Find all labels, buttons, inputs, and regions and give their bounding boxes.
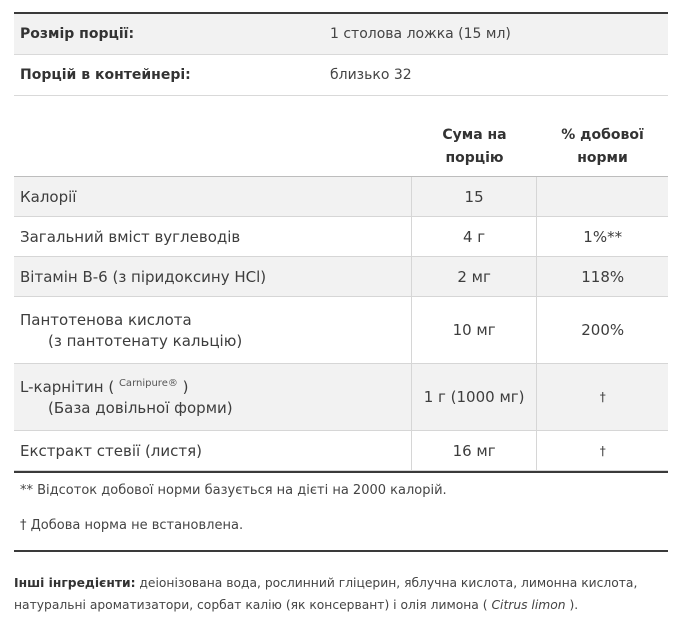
daily-value-footnote: ** Відсоток добової норми базується на дієті на 2000 калорій. bbox=[20, 483, 447, 498]
nutrient-name-tail: ) bbox=[182, 377, 189, 396]
nutrient-name: Пантотенова кислота bbox=[20, 310, 192, 329]
nutrient-name: Калорії bbox=[20, 187, 77, 206]
table-row bbox=[14, 177, 668, 217]
nutrient-name: Вітамін В-6 (з піридоксину HCl) bbox=[20, 267, 267, 286]
nutrient-daily-value: 118% bbox=[536, 257, 668, 296]
table-row bbox=[14, 364, 668, 431]
nutrient-daily-value: 1%** bbox=[536, 217, 668, 256]
servings-per-container-value: близько 32 bbox=[330, 67, 412, 83]
footer-divider bbox=[14, 471, 668, 473]
table-row bbox=[14, 257, 668, 297]
amount-per-serving-header: Сума на порцію bbox=[442, 127, 507, 166]
serving-size-row bbox=[14, 14, 668, 55]
nutrient-name-cell bbox=[14, 297, 411, 363]
bottom-divider bbox=[14, 550, 668, 552]
supplement-facts-panel bbox=[14, 0, 668, 552]
serving-size-label: Розмір порції: bbox=[20, 26, 135, 42]
nutrient-amount: 1 г (1000 мг) bbox=[411, 364, 537, 430]
nutrient-source: (з пантотенату кальцію) bbox=[48, 331, 243, 350]
table-row bbox=[14, 431, 668, 471]
servings-per-container-label: Порцій в контейнері: bbox=[20, 67, 191, 83]
nutrient-daily-value: † bbox=[536, 431, 668, 470]
nutrient-daily-value: † bbox=[536, 364, 668, 430]
nutrient-name: Екстракт стевії (листя) bbox=[20, 441, 203, 460]
nutrient-amount: 2 мг bbox=[411, 257, 537, 296]
table-row bbox=[14, 217, 668, 257]
nutrient-amount: 10 мг bbox=[411, 297, 537, 363]
table-header bbox=[14, 118, 668, 177]
daily-value-header: % добової норми bbox=[561, 127, 644, 166]
serving-size-value: 1 столова ложка (15 мл) bbox=[330, 26, 511, 42]
nutrient-name-line bbox=[20, 378, 411, 396]
nutrient-amount: 16 мг bbox=[411, 431, 537, 470]
nutrient-name: L-карнітин ( bbox=[20, 377, 115, 396]
other-ingredients-label: Інші інгредієнти: bbox=[14, 576, 136, 590]
nutrient-name-cell bbox=[14, 364, 411, 430]
latin-name: Citrus limon bbox=[491, 598, 566, 612]
trademark-superscript: Carnipure® bbox=[118, 377, 178, 389]
servings-per-container-row bbox=[14, 55, 668, 96]
nutrient-name: Загальний вміст вуглеводів bbox=[20, 227, 241, 246]
nutrient-amount: 4 г bbox=[411, 217, 537, 256]
nutrient-source: (База довільної форми) bbox=[48, 398, 233, 417]
nutrient-amount: 15 bbox=[411, 177, 537, 216]
not-established-footnote: † Добова норма не встановлена. bbox=[20, 518, 244, 533]
nutrient-daily-value bbox=[536, 177, 668, 216]
nutrient-daily-value: 200% bbox=[536, 297, 668, 363]
other-ingredients bbox=[14, 572, 674, 616]
other-ingredients-text: деіонізована вода, рослинний гліцерин, яблучна кислота, лимонна кислота, натуральні ароматизатори, сорбат калію (як консервант) і олія лимона ( bbox=[14, 576, 638, 612]
table-row bbox=[14, 297, 668, 364]
other-ingredients-tail: ). bbox=[565, 598, 579, 612]
